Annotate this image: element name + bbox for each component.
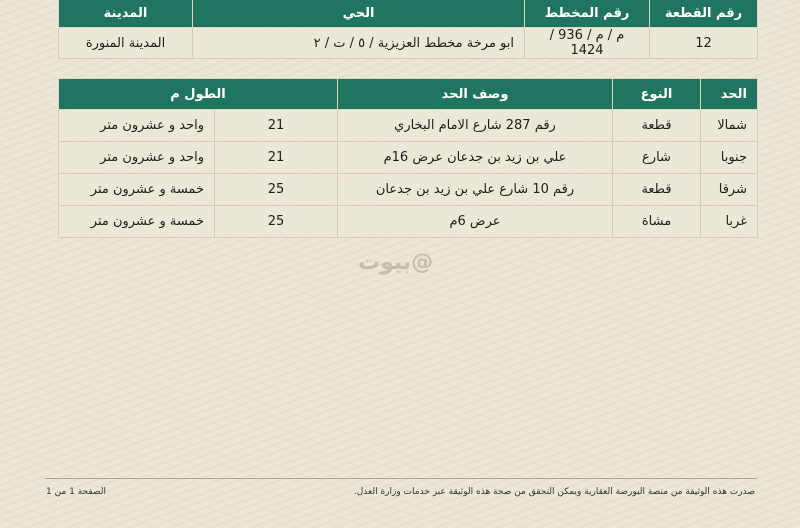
boundary-direction: غربا	[701, 206, 758, 238]
boundary-type: قطعة	[613, 174, 701, 206]
header-length: الطول م	[59, 79, 338, 110]
header-plan-number: رقم المخطط	[525, 0, 650, 28]
boundary-direction: شرقا	[701, 174, 758, 206]
boundary-description: علي بن زيد بن جدعان عرض 16م	[338, 142, 613, 174]
boundary-length: 21	[215, 110, 338, 142]
boundary-length-words: خمسة و عشرون متر	[59, 206, 215, 238]
header-city: المدينة	[59, 0, 193, 28]
boundary-direction: شمالا	[701, 110, 758, 142]
boundary-length-words: واحد و عشرون متر	[59, 142, 215, 174]
header-type: النوع	[613, 79, 701, 110]
parcel-info-table	[58, 0, 758, 59]
page-number: الصفحة 1 من 1	[46, 487, 106, 497]
plan-number: م / م / 936 / 1424	[525, 28, 650, 59]
boundary-type: شارع	[613, 142, 701, 174]
city: المدينة المنورة	[59, 28, 193, 59]
table-row	[59, 110, 758, 142]
header-district: الحي	[193, 0, 525, 28]
boundary-type: قطعة	[613, 110, 701, 142]
boundary-length: 25	[215, 206, 338, 238]
parcel-number: 12	[650, 28, 758, 59]
boundary-type: مشاة	[613, 206, 701, 238]
district: ابو مرخة مخطط العزيزية / ٥ / ت / ٢	[193, 28, 525, 59]
boundary-length-words: خمسة و عشرون متر	[59, 174, 215, 206]
boundary-direction: جنوبا	[701, 142, 758, 174]
boundaries-table	[58, 78, 758, 238]
header-description: وصف الحد	[338, 79, 613, 110]
boundary-length-words: واحد و عشرون متر	[59, 110, 215, 142]
footer-note: صدرت هذه الوثيقة من منصة البورصة العقارية ويمكن التحقق من صحة هذه الوثيقة عبر خدمات وزارة العدل.	[353, 487, 755, 497]
boundary-description: رقم 10 شارع علي بن زيد بن جدعان	[338, 174, 613, 206]
watermark: بيوت@	[358, 250, 434, 275]
header-parcel-number: رقم القطعة	[650, 0, 758, 28]
parcel-header-row	[59, 0, 758, 28]
bounds-header-row	[59, 79, 758, 110]
header-boundary: الحد	[701, 79, 758, 110]
table-row	[59, 206, 758, 238]
boundary-length: 25	[215, 174, 338, 206]
boundary-description: رقم 287 شارع الامام البخاري	[338, 110, 613, 142]
boundary-length: 21	[215, 142, 338, 174]
boundary-description: عرض 6م	[338, 206, 613, 238]
table-row	[59, 174, 758, 206]
parcel-data-row	[59, 28, 758, 59]
footer-divider	[45, 478, 757, 479]
table-row	[59, 142, 758, 174]
